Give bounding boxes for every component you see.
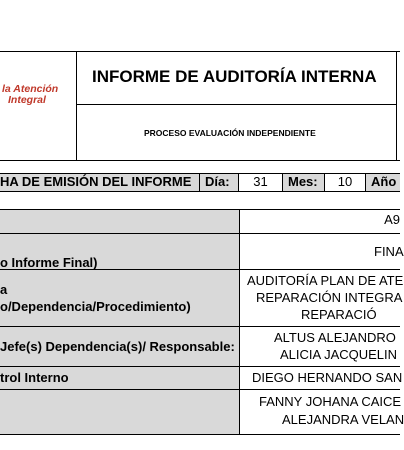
row-3-label-line2: o/Dependencia/Procedimiento) [0,299,191,314]
header-divider-right [396,51,397,161]
emission-bottom-border [0,191,400,192]
header-divider-left [76,51,77,161]
table-row [239,212,400,227]
table-row-border [0,233,400,234]
mes-value: 10 [325,174,365,191]
row-2-value: FINA [374,244,404,259]
row-6-value-line2: ALEJANDRA VELAN [282,412,404,427]
row-3-value-line1: AUDITORÍA PLAN DE ATE [247,273,404,288]
table-column-divider [239,209,240,435]
row-2-label: o Informe Final) [0,255,98,270]
header-mid-border [76,104,397,105]
document-subtitle: PROCESO EVALUACIÓN INDEPENDIENTE [144,128,316,138]
table-row-border [0,326,400,327]
row-4-label: Jefe(s) Dependencia(s)/ Responsable: [0,339,235,354]
label-column [0,209,239,434]
logo-text-line2: Integral [8,94,46,106]
anio-label: Año [371,174,397,189]
emission-label: HA DE EMISIÓN DEL INFORME [0,174,192,189]
row-5-value: DIEGO HERNANDO SAN [252,370,403,385]
header-top-border [0,51,400,52]
row-3-value-line3: REPARACIÓ [301,307,377,322]
row-1-value: A9 [384,212,400,227]
emission-divider [282,173,283,192]
row-3-label-line1: a [0,282,8,297]
dia-label: Día: [205,174,230,189]
logo-text-line1: la Atención [2,83,59,95]
row-4-value-line2: ALICIA JACQUELIN [280,347,398,362]
row-6-value-line1: FANNY JOHANA CAICE [259,394,402,409]
logo [2,84,58,106]
table-row-border [0,209,400,210]
emission-divider [199,173,200,192]
mes-label: Mes: [288,174,318,189]
row-3-value-line2: REPARACIÓN INTEGRA [256,290,403,305]
emission-divider [365,173,366,192]
table-row-border [0,434,400,435]
document-title: INFORME DE AUDITORÍA INTERNA [92,67,377,86]
dia-value: 31 [239,174,282,191]
table-row-border [0,366,400,367]
row-4-value-line1: ALTUS ALEJANDRO [274,330,396,345]
header-bottom-border [0,160,400,161]
table-row-border [0,389,400,390]
row-5-label: trol Interno [0,370,69,385]
